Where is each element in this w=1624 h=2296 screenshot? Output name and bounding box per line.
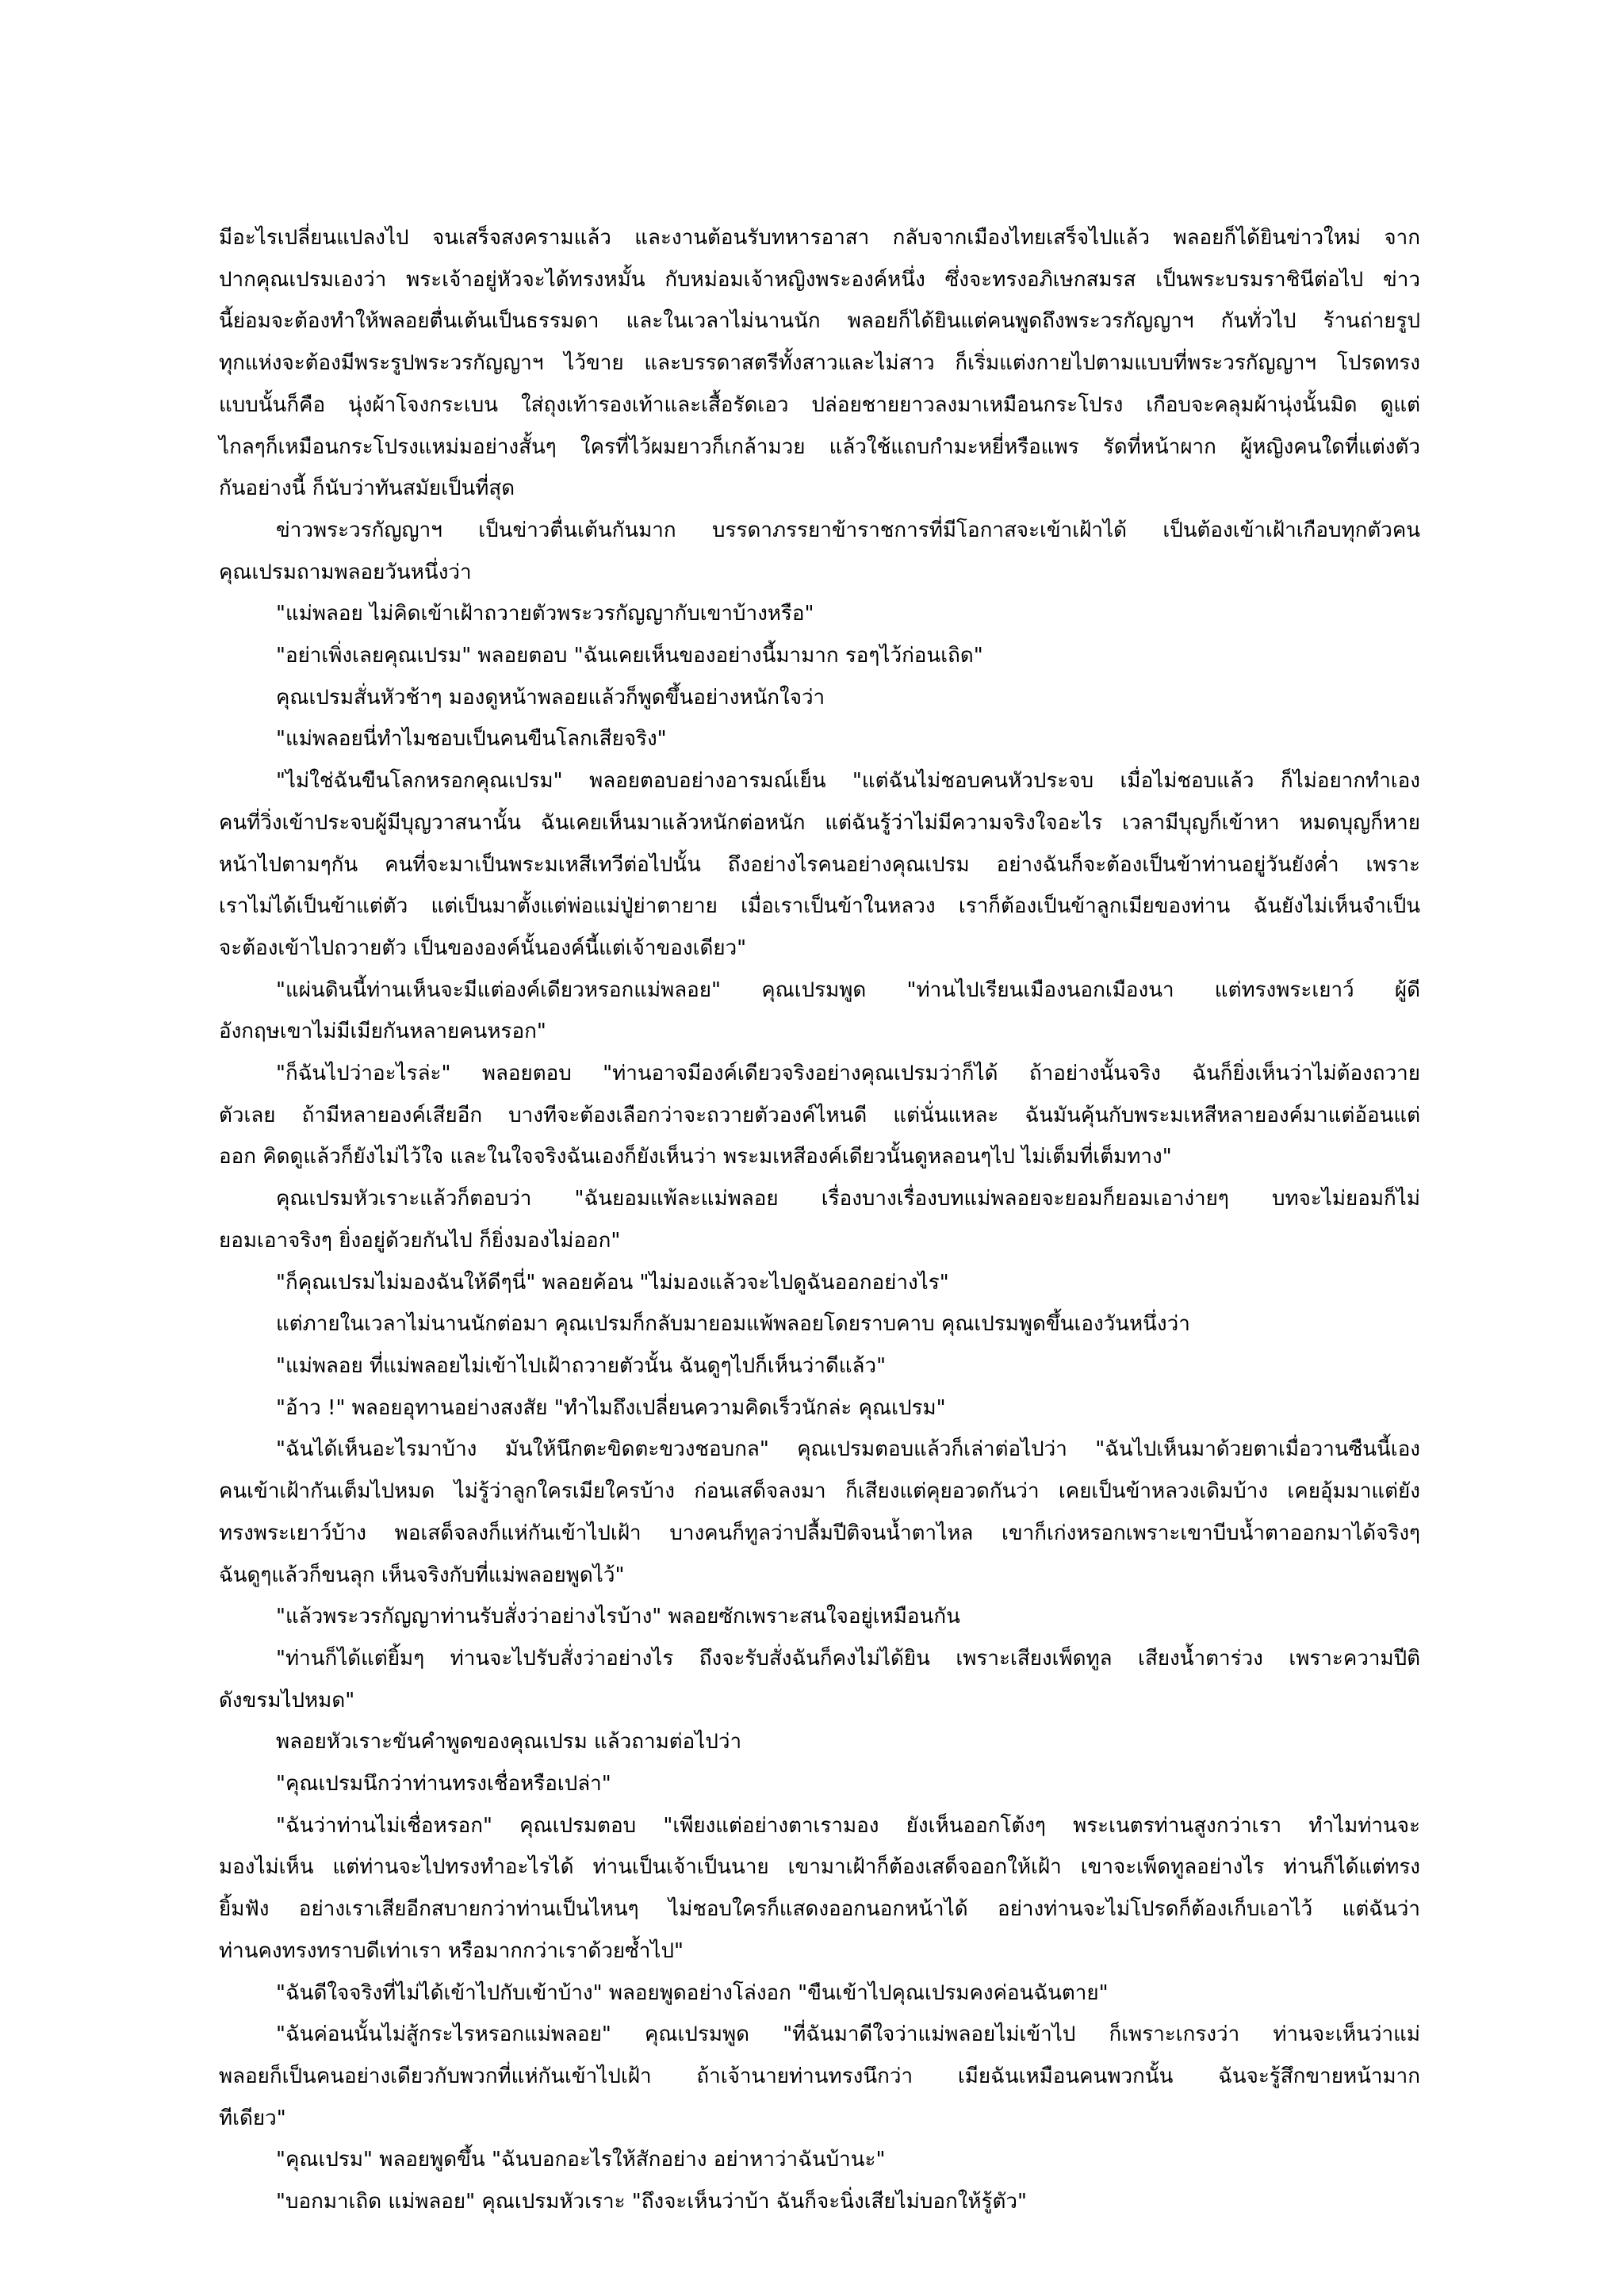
- paragraph: [219, 1053, 1420, 1178]
- text-line: "บอกมาเถิด แม่พลอย" คุณเปรมหัวเราะ "ถึงจะเห็นว่าบ้า ฉันก็จะนิ่งเสียไม่บอกให้รู้ตัว": [276, 2190, 1027, 2214]
- text-line: มองไม่เห็น แต่ท่านจะไปทรงทำอะไรได้ ท่านเป็นเจ้าเป็นนาย เขามาเฝ้าก็ต้องเสด็จออกให้เฝ้า เขาจะเพ็ดทูลอย่างไร ท่านก็ได้แต่ทรง: [219, 1855, 1420, 1880]
- paragraph: [219, 760, 1420, 970]
- paragraph: [219, 1303, 1420, 1345]
- text-line: แต่ภายในเวลาไม่นานนักต่อมา คุณเปรมก็กลับมายอมแพ้พลอยโดยราบคาบ คุณเปรมพูดขึ้นเองวันหนึ่งว่า: [276, 1312, 1190, 1337]
- body-text: [219, 217, 1420, 2223]
- text-line: "ท่านก็ได้แต่ยิ้มๆ ท่านจะไปรับสั่งว่าอย่างไร ถึงจะรับสั่งฉันก็คงไม่ได้ยิน เพราะเสียงเพ็ดทูล เสียงน้ำตาร่วง เพราะความปีติ: [276, 1646, 1420, 1670]
- paragraph: [219, 2139, 1420, 2181]
- paragraph: [219, 1721, 1420, 1763]
- text-line: ตัวเลย ถ้ามีหลายองค์เสียอีก บางทีจะต้องเลือกว่าจะถวายตัวองค์ไหนดี แต่นั่นแหละ ฉันมันคุ้นกับพระมเหสีหลายองค์มาแต่อ้อนแต่: [219, 1103, 1420, 1127]
- text-line: เราไม่ได้เป็นข้าแต่ตัว แต่เป็นมาตั้งแต่พ่อแม่ปู่ย่าตายาย เมื่อเราเป็นข้าในหลวง เราก็ต้องเป็นข้าลูกเมียของท่าน ฉันยังไม่เห็นจำเป็น: [219, 894, 1420, 919]
- text-line: มีอะไรเปลี่ยนแปลงไป จนเสร็จสงครามแล้ว และงานต้อนรับทหารอาสา กลับจากเมืองไทยเสร็จไปแล้ว พลอยก็ได้ยินข่าวใหม่ จาก: [219, 226, 1420, 250]
- text-line: คนที่วิ่งเข้าประจบผู้มีบุญวาสนานั้น ฉันเคยเห็นมาแล้วหนักต่อหนัก แต่ฉันรู้ว่าไม่มีความจริงใจอะไร เวลามีบุญก็เข้าหา หมดบุญก็หาย: [219, 810, 1420, 835]
- paragraph: [219, 1262, 1420, 1304]
- text-line: ออก คิดดูแล้วก็ยังไม่ไว้ใจ และในใจจริงฉันเองก็ยังเห็นว่า พระมเหสีองค์เดียวนั้นดูหลอนๆไป ไม่เต็มที่เต็มทาง": [219, 1145, 1172, 1169]
- paragraph: [219, 1638, 1420, 1721]
- text-line: "ก็ฉันไปว่าอะไรล่ะ" พลอยตอบ "ท่านอาจมีองค์เดียวจริงอย่างคุณเปรมว่าก็ได้ ถ้าอย่างนั้นจริง ฉันก็ยิ่งเห็นว่าไม่ต้องถวาย: [276, 1062, 1420, 1086]
- text-line: ปากคุณเปรมเองว่า พระเจ้าอยู่หัวจะได้ทรงหมั้น กับหม่อมเจ้าหญิงพระองค์หนึ่ง ซึ่งจะทรงอภิเษกสมรส เป็นพระบรมราชินีต่อไป ข่าว: [219, 267, 1420, 292]
- paragraph: [219, 2014, 1420, 2139]
- text-line: ฉันดูๆแล้วก็ขนลุก เห็นจริงกับที่แม่พลอยพูดไว้": [219, 1563, 625, 1587]
- paragraph: [219, 970, 1420, 1053]
- text-line: "ฉันค่อนนั้นไม่สู้กระไรหรอกแม่พลอย" คุณเปรมพูด "ที่ฉันมาดีใจว่าแม่พลอยไม่เข้าไป ก็เพราะเกรงว่า ท่านจะเห็นว่าแม่: [276, 2022, 1420, 2047]
- text-line: "แม่พลอย ที่แม่พลอยไม่เข้าไปเฝ้าถวายตัวนั้น ฉันดูๆไปก็เห็นว่าดีแล้ว": [276, 1353, 887, 1378]
- paragraph: [219, 1805, 1420, 1973]
- paragraph: [219, 217, 1420, 510]
- text-line: จะต้องเข้าไปถวายตัว เป็นขององค์นั้นองค์นี้แต่เจ้าของเดียว": [219, 936, 747, 960]
- text-line: หน้าไปตามๆกัน คนที่จะมาเป็นพระมเหสีเทวีต่อไปนั้น ถึงอย่างไรคนอย่างคุณเปรม อย่างฉันก็จะต้องเป็นข้าท่านอยู่วันยังค่ำ เพราะ: [219, 852, 1420, 877]
- text-line: "ฉันว่าท่านไม่เชื่อหรอก" คุณเปรมตอบ "เพียงแต่อย่างตาเรามอง ยังเห็นออกโต้งๆ พระเนตรท่านสูงกว่าเรา ทำไมท่านจะ: [276, 1813, 1420, 1838]
- paragraph: [219, 1763, 1420, 1805]
- text-line: ไกลๆก็เหมือนกระโปรงแหม่มอย่างสั้นๆ ใครที่ไว้ผมยาวก็เกล้ามวย แล้วใช้แถบกำมะหยี่หรือแพร รัดที่หน้าผาก ผู้หญิงคนใดที่แต่งตัว: [219, 434, 1420, 459]
- text-line: คนเข้าเฝ้ากันเต็มไปหมด ไม่รู้ว่าลูกใครเมียใครบ้าง ก่อนเสด็จลงมา ก็เสียงแต่คุยอวดกันว่า เคยเป็นข้าหลวงเดิมบ้าง เคยอุ้มมาแต่ยัง: [219, 1479, 1420, 1504]
- paragraph: [219, 1345, 1420, 1387]
- text-line: "แม่พลอยนี่ทำไมชอบเป็นคนขืนโลกเสียจริง": [276, 727, 667, 752]
- text-line: "อ้าว !" พลอยอุทานอย่างสงสัย "ทำไมถึงเปลี่ยนความคิดเร็วนักล่ะ คุณเปรม": [276, 1395, 946, 1420]
- text-line: คุณเปรมถามพลอยวันหนึ่งว่า: [219, 560, 472, 584]
- paragraph: [219, 2181, 1420, 2223]
- paragraph: [219, 1387, 1420, 1429]
- paragraph: [219, 635, 1420, 677]
- text-line: "ฉันดีใจจริงที่ไม่ได้เข้าไปกับเข้าบ้าง" พลอยพูดอย่างโล่งอก "ขืนเข้าไปคุณเปรมคงค่อนฉันตาย": [276, 1980, 1109, 2005]
- paragraph: [219, 1178, 1420, 1261]
- text-line: อังกฤษเขาไม่มีเมียกันหลายคนหรอก": [219, 1020, 546, 1044]
- text-line: ยอมเอาจริงๆ ยิ่งอยู่ด้วยกันไป ก็ยิ่งมองไม่ออก": [219, 1228, 621, 1253]
- text-line: ทีเดียว": [219, 2106, 286, 2130]
- text-line: พลอยหัวเราะขันคำพูดของคุณเปรม แล้วถามต่อไปว่า: [276, 1730, 742, 1755]
- text-line: "ไม่ใช่ฉันขืนโลกหรอกคุณเปรม" พลอยตอบอย่างอารมณ์เย็น "แต่ฉันไม่ชอบคนหัวประจบ เมื่อไม่ชอบแล้ว ก็ไม่อยากทำเอง: [276, 769, 1420, 794]
- paragraph: [219, 1596, 1420, 1638]
- text-line: "ฉันได้เห็นอะไรมาบ้าง มันให้นึกตะขิดตะขวงชอบกล" คุณเปรมตอบแล้วก็เล่าต่อไปว่า "ฉันไปเห็นมาด้วยตาเมื่อวานซืนนี้เอง: [276, 1437, 1420, 1462]
- text-line: ทุกแห่งจะต้องมีพระรูปพระวรกัญญาฯ ไว้ขาย และบรรดาสตรีทั้งสาวและไม่สาว ก็เริ่มแต่งกายไปตามแบบที่พระวรกัญญาฯ โปรดทรง: [219, 351, 1420, 376]
- text-line: ท่านคงทรงทราบดีเท่าเรา หรือมากกว่าเราด้วยซ้ำไป": [219, 1938, 684, 1963]
- text-line: ข่าวพระวรกัญญาฯ เป็นข่าวตื่นเต้นกันมาก บรรดาภรรยาข้าราชการที่มีโอกาสจะเข้าเฝ้าได้ เป็นต้องเข้าเฝ้าเกือบทุกตัวคน: [276, 518, 1420, 542]
- paragraph: [219, 718, 1420, 760]
- paragraph: [219, 510, 1420, 593]
- text-line: ยิ้มฟัง อย่างเราเสียอีกสบายกว่าท่านเป็นไหนๆ ไม่ชอบใครก็แสดงออกนอกหน้าได้ อย่างท่านจะไม่โปรดก็ต้องเก็บเอาไว้ แต่ฉันว่า: [219, 1897, 1420, 1922]
- text-line: ดังขรมไปหมด": [219, 1688, 355, 1712]
- paragraph: [219, 1429, 1420, 1596]
- text-line: พลอยก็เป็นคนอย่างเดียวกับพวกที่แห่กันเข้าไปเฝ้า ถ้าเจ้านายท่านทรงนึกว่า เมียฉันเหมือนคนพวกนั้น ฉันจะรู้สึกขายหน้ามาก: [219, 2064, 1420, 2088]
- paragraph: [219, 593, 1420, 635]
- text-line: ทรงพระเยาว์บ้าง พอเสด็จลงก็แห่กันเข้าไปเฝ้า บางคนก็ทูลว่าปลื้มปีติจนน้ำตาไหล เขาก็เก่งหรอกเพราะเขาบีบน้ำตาออกมาได้จริงๆ: [219, 1521, 1420, 1545]
- text-line: คุณเปรมสั่นหัวช้าๆ มองดูหน้าพลอยแล้วก็พูดขึ้นอย่างหนักใจว่า: [276, 685, 825, 710]
- text-line: แบบนั้นก็คือ นุ่งผ้าโจงกระเบน ใส่ถุงเท้ารองเท้าและเสื้อรัดเอว ปล่อยชายยาวลงมาเหมือนกระโปรง เกือบจะคลุมผ้านุ่งนั้นมิด ดูแต่: [219, 392, 1420, 417]
- text-line: กันอย่างนี้ ก็นับว่าทันสมัยเป็นที่สุด: [219, 476, 515, 501]
- text-line: "ก็คุณเปรมไม่มองฉันให้ดีๆนี่" พลอยค้อน "ไม่มองแล้วจะไปดูฉันออกอย่างไร": [276, 1270, 949, 1295]
- text-line: นี้ย่อมจะต้องทำให้พลอยตื่นเต้นเป็นธรรมดา และในเวลาไม่นานนัก พลอยก็ได้ยินแต่คนพูดถึงพระวรกัญญาฯ กันทั่วไป ร้านถ่ายรูป: [219, 309, 1420, 334]
- text-line: "แม่พลอย ไม่คิดเข้าเฝ้าถวายตัวพระวรกัญญากับเขาบ้างหรือ": [276, 602, 814, 626]
- text-line: "แล้วพระวรกัญญาท่านรับสั่งว่าอย่างไรบ้าง" พลอยซักเพราะสนใจอยู่เหมือนกัน: [276, 1605, 960, 1629]
- paragraph: [219, 677, 1420, 719]
- text-line: "แผ่นดินนี้ท่านเห็นจะมีแต่องค์เดียวหรอกแม่พลอย" คุณเปรมพูด "ท่านไปเรียนเมืองนอกเมืองนา แต่ทรงพระเยาว์ ผู้ดี: [276, 978, 1420, 1002]
- text-line: คุณเปรมหัวเราะแล้วก็ตอบว่า "ฉันยอมแพ้ละแม่พลอย เรื่องบางเรื่องบทแม่พลอยจะยอมก็ยอมเอาง่ายๆ บทจะไม่ยอมก็ไม่: [276, 1187, 1420, 1211]
- text-line: "คุณเปรมนึกว่าท่านทรงเชื่อหรือเปล่า": [276, 1772, 611, 1797]
- paragraph: [219, 1973, 1420, 2015]
- text-line: "อย่าเพิ่งเลยคุณเปรม" พลอยตอบ "ฉันเคยเห็นของอย่างนี้มามาก รอๆไว้ก่อนเถิด": [276, 644, 983, 668]
- text-line: "คุณเปรม" พลอยพูดขึ้น "ฉันบอกอะไรให้สักอย่าง อย่าหาว่าฉันบ้านะ": [276, 2148, 886, 2172]
